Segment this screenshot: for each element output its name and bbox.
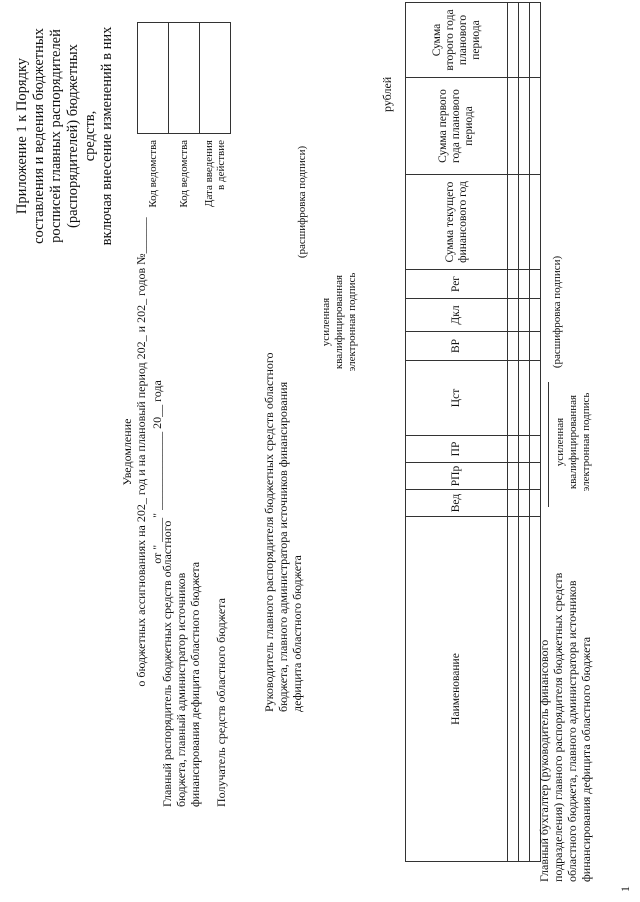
dept-code-field-2[interactable] [169,23,200,134]
signature-note-line: электронная подпись [346,272,358,372]
col-sum-first-plan-header: Сумма первого года планового периода [406,78,508,175]
recipient-label: Получатель средств областного бюджета [214,598,228,807]
table-cell[interactable] [530,270,541,299]
accountant-signature-line: областного бюджета, главного администратора источников [565,580,579,882]
head-signature-line: Руководитель главного распорядителя бюджетных средств областного [262,352,276,712]
table-row [519,3,530,862]
table-cell[interactable] [519,490,530,517]
table-cell[interactable] [530,361,541,436]
table-cell[interactable] [519,361,530,436]
table-cell[interactable] [508,463,519,490]
head-signature-note [320,262,359,382]
table-cell[interactable] [530,332,541,361]
table-cell[interactable] [508,361,519,436]
table-cell[interactable] [508,3,519,78]
table-cell[interactable] [530,436,541,463]
col-rpr-header: РПр [406,463,508,490]
col-cst-header: Цст [406,361,508,436]
table-cell[interactable] [508,299,519,332]
accountant-signature-line-rule [548,382,549,507]
table-cell[interactable] [519,3,530,78]
notice-title: Уведомление [120,418,134,486]
table-cell[interactable] [519,78,530,175]
signature-note-line: усиленная [320,297,332,347]
col-sum-second-plan-header: Сумма второго года планового периода [406,3,508,78]
table-cell[interactable] [519,517,530,862]
accountant-signature-line: Главный бухгалтер (руководитель финансового [537,639,551,882]
col-sum-current-header: Сумма текущего финансового год [406,175,508,270]
table-cell[interactable] [508,175,519,270]
table-cell[interactable] [519,463,530,490]
codes-table [137,22,231,212]
signature-note-line: электронная подпись [580,392,592,492]
accountant-signature-line: финансирования дефицита областного бюджета [579,636,593,882]
effective-date-field[interactable] [200,23,231,134]
notice-date-line: от " ____" _____________ 20__ года [150,380,164,564]
table-cell[interactable] [508,332,519,361]
table-cell[interactable] [519,175,530,270]
currency-label: рублей [380,76,394,112]
appendix-line: росписей главных распорядителей [48,29,64,243]
main-manager-line: бюджета, главный администратор источников [174,572,188,807]
appendix-line: (распорядителей) бюджетных средств, [65,44,98,228]
table-cell[interactable] [519,332,530,361]
head-signature-label [262,312,304,712]
head-signature-line: бюджета, главного администратора источников финансирования [276,381,290,712]
appendix-line: составления и ведения бюджетных [31,28,47,244]
table-cell[interactable] [530,78,541,175]
col-dkl-header: Дкл [406,299,508,332]
accountant-signature-label [537,522,593,882]
table-cell[interactable] [530,299,541,332]
table-header-row [406,3,508,862]
main-manager-line: Главный распорядитель бюджетных средств областного [160,520,174,807]
col-vr-header: ВР [406,332,508,361]
col-name-header: Наименование [406,517,508,862]
dept-code-label: Код ведомства [147,140,159,208]
table-cell[interactable] [508,270,519,299]
dept-code-field[interactable] [138,23,169,134]
col-ved-header: Вед [406,490,508,517]
assignments-table [405,2,541,862]
appendix-line: включая внесение изменений в них [99,26,115,246]
signature-note-line: квалифицированная [333,274,345,370]
table-cell[interactable] [508,78,519,175]
col-reg-header: Рег [406,270,508,299]
table-cell[interactable] [508,517,519,862]
main-manager-label [160,477,202,807]
appendix-header [14,20,116,252]
table-cell[interactable] [519,436,530,463]
notice-subtitle: о бюджетных ассигнованиях на 202_ год и на плановый период 202_ и 202_ годов №______ [134,217,148,687]
page-number: 1 [618,886,632,892]
signature-note-line: усиленная [554,417,566,467]
accountant-signature-decoding: (расшифровка подписи) [551,255,563,369]
table-cell[interactable] [508,436,519,463]
dept-code-label-2: Код ведомства [178,140,190,208]
table-cell[interactable] [530,175,541,270]
accountant-signature-line: подразделения) главного распорядителя бюджетных средств [551,572,565,882]
table-cell[interactable] [530,463,541,490]
head-signature-line: дефицита областного бюджета [290,555,304,712]
table-cell[interactable] [519,299,530,332]
effective-date-label: Дата введения в действие [203,140,227,208]
table-cell[interactable] [530,3,541,78]
table-cell[interactable] [519,270,530,299]
signature-note-line: квалифицированная [567,394,579,490]
table-cell[interactable] [530,490,541,517]
table-cell[interactable] [508,490,519,517]
head-signature-decoding: (расшифровка подписи) [296,145,308,259]
main-manager-line: финансирования дефицита областного бюджета [188,561,202,807]
col-pr-header: ПР [406,436,508,463]
appendix-line: Приложение 1 к Порядку [14,57,30,215]
table-row [508,3,519,862]
